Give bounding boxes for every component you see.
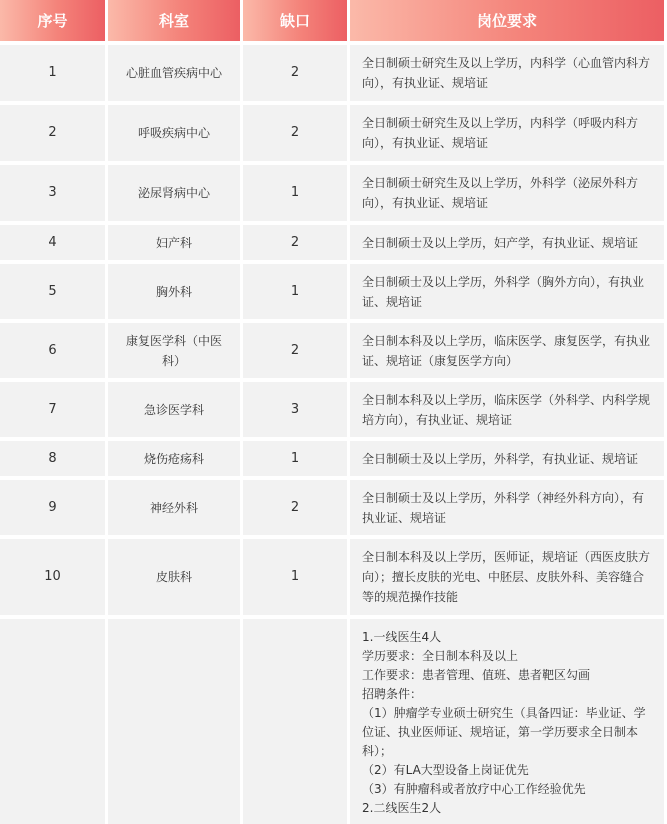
seq-cell: 9	[0, 480, 105, 535]
seq-cell	[0, 619, 105, 824]
vacancy-cell: 2	[243, 225, 347, 260]
table-row	[0, 382, 667, 437]
dept-cell: 呼吸疾病中心	[108, 105, 240, 161]
dept-cell: 急诊医学科	[108, 382, 240, 437]
table-row	[0, 105, 667, 161]
dept-cell: 烧伤疮疡科	[108, 441, 240, 476]
seq-cell: 10	[0, 539, 105, 615]
vacancy-cell	[243, 619, 347, 824]
requirement-line: 1.一线医生4人	[362, 630, 442, 644]
requirements-cell: 全日制本科及以上学历，医师证，规培证（西医皮肤方向）；擅长皮肤的光电、中胚层、皮肤外科、美容缝合等的规范操作技能	[350, 539, 664, 615]
header-vacancy: 缺口	[243, 0, 347, 41]
table-row	[0, 45, 667, 101]
vacancy-cell: 1	[243, 539, 347, 615]
requirement-line: 学历要求：全日制本科及以上	[362, 649, 519, 663]
dept-cell	[108, 619, 240, 824]
requirements-cell: 全日制硕士及以上学历，妇产学，有执业证、规培证	[350, 225, 664, 260]
dept-cell: 泌尿肾病中心	[108, 165, 240, 221]
requirement-line: 2.二线医生2人	[362, 801, 442, 815]
seq-cell: 7	[0, 382, 105, 437]
vacancy-cell: 1	[243, 441, 347, 476]
seq-cell: 6	[0, 323, 105, 378]
requirements-cell: 全日制硕士及以上学历，外科学（胸外方向），有执业证、规培证	[350, 264, 664, 319]
table-row	[0, 264, 667, 319]
vacancy-cell: 2	[243, 45, 347, 101]
requirements-cell: 全日制本科及以上学历，临床医学（外科学、内科学规培方向），有执业证、规培证	[350, 382, 664, 437]
header-dept: 科室	[108, 0, 240, 41]
dept-cell: 心脏血管疾病中心	[108, 45, 240, 101]
vacancy-cell: 2	[243, 323, 347, 378]
vacancy-cell: 3	[243, 382, 347, 437]
seq-cell: 8	[0, 441, 105, 476]
seq-cell: 2	[0, 105, 105, 161]
requirements-cell: 全日制硕士及以上学历，外科学（神经外科方向），有执业证、规培证	[350, 480, 664, 535]
header-seq: 序号	[0, 0, 105, 41]
table-row	[0, 165, 667, 221]
requirement-line: 招聘条件：	[362, 687, 423, 701]
requirement-line: （3）有肿瘤科或者放疗中心工作经验优先	[362, 782, 586, 796]
vacancy-cell: 1	[243, 264, 347, 319]
vacancy-cell: 2	[243, 480, 347, 535]
requirement-line: （1）肿瘤学专业硕士研究生（具备四证：毕业证、学位证、执业医师证、规培证，第一学历要求全日制本科）；	[362, 706, 646, 758]
dept-cell: 神经外科	[108, 480, 240, 535]
requirement-line: 工作要求：患者管理、值班、患者靶区勾画	[362, 668, 591, 682]
dept-cell: 康复医学科（中医科）	[108, 323, 240, 378]
dept-cell: 胸外科	[108, 264, 240, 319]
table-row	[0, 441, 667, 476]
seq-cell: 3	[0, 165, 105, 221]
requirements-cell: 全日制本科及以上学历，临床医学、康复医学，有执业证、规培证（康复医学方向）	[350, 323, 664, 378]
seq-cell: 1	[0, 45, 105, 101]
table-row	[0, 480, 667, 535]
seq-cell: 4	[0, 225, 105, 260]
header-requirements: 岗位要求	[350, 0, 664, 41]
table-row	[0, 323, 667, 378]
vacancy-cell: 2	[243, 105, 347, 161]
requirements-cell: 全日制硕士研究生及以上学历，内科学（呼吸内科方向），有执业证、规培证	[350, 105, 664, 161]
requirements-cell	[350, 619, 664, 824]
requirements-cell: 全日制硕士研究生及以上学历，外科学（泌尿外科方向），有执业证、规培证	[350, 165, 664, 221]
table-row	[0, 225, 667, 260]
table-header	[0, 0, 667, 41]
seq-cell: 5	[0, 264, 105, 319]
requirements-cell: 全日制硕士研究生及以上学历，内科学（心血管内科方向），有执业证、规培证	[350, 45, 664, 101]
requirement-line: （2）有LA大型设备上岗证优先	[362, 763, 529, 777]
dept-cell: 皮肤科	[108, 539, 240, 615]
table-row	[0, 619, 667, 824]
requirements-cell: 全日制硕士及以上学历，外科学，有执业证、规培证	[350, 441, 664, 476]
vacancy-cell: 1	[243, 165, 347, 221]
table-row	[0, 539, 667, 615]
dept-cell: 妇产科	[108, 225, 240, 260]
